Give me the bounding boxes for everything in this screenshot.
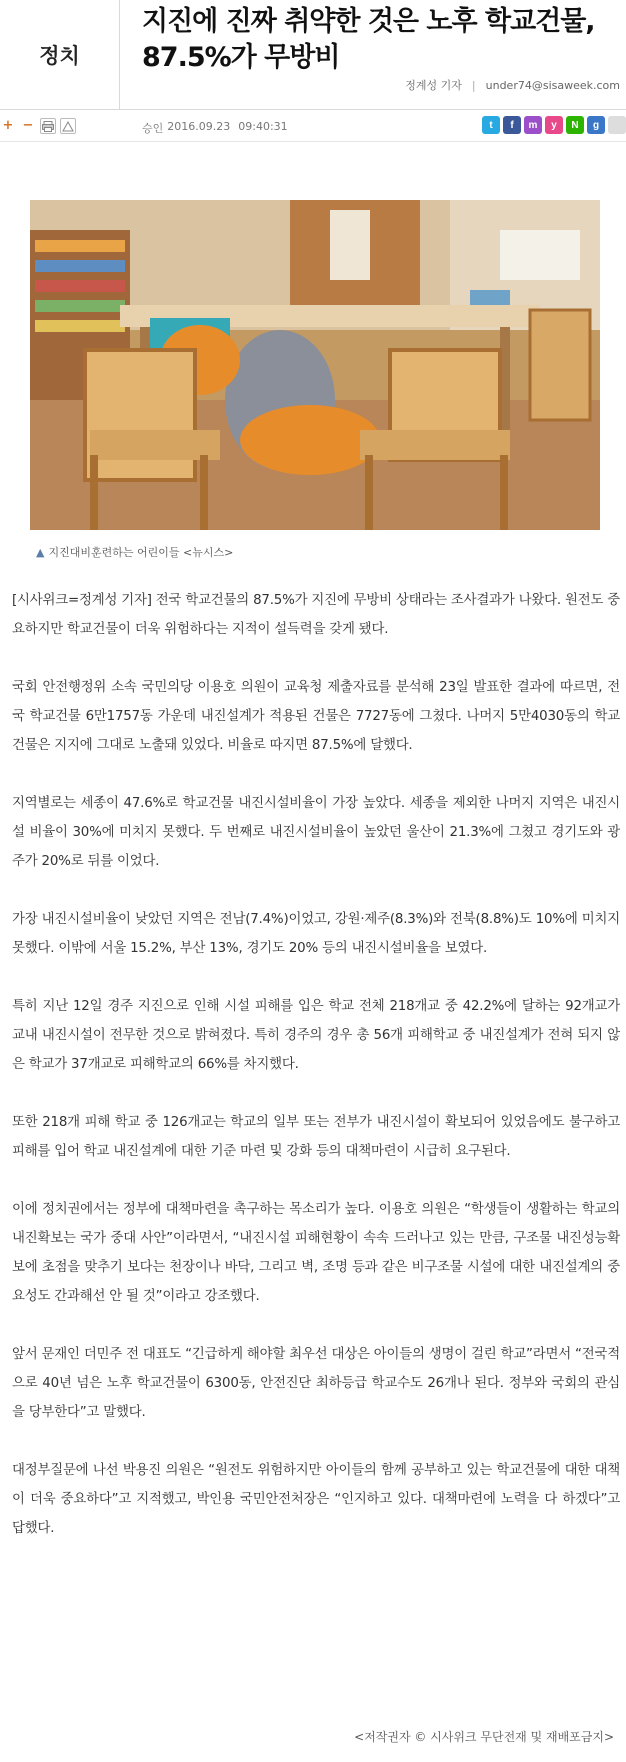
article-paragraph: 지역별로는 세종이 47.6%로 학교건물 내진시설비율이 가장 높았다. 세종을 제외한 나머지 지역은 내진시설 비율이 30%에 미치지 못했다. 두 번째로 내진시설비율이 높았던 울산이 21.3%에 그쳤고 경기도와 광주가 20%로 뒤를 이었다. [12, 796, 620, 869]
scrap-icon[interactable] [60, 118, 76, 134]
me2day-share-icon[interactable]: m [524, 116, 542, 134]
print-icon[interactable] [40, 118, 56, 134]
reporter-name: 정계성 기자 [405, 79, 462, 92]
article-paragraph: 앞서 문재인 더민주 전 대표도 “긴급하게 해야할 최우선 대상은 아이들의 생명이 걸린 학교”라면서 “전국적으로 40년 넘은 노후 학교건물이 6300동, 안전진단 최하등급 학교수도 26개나 된다. 정부와 국회의 관심을 당부한다”고 말했다. [12, 1347, 620, 1420]
caption-text: 지진대비훈련하는 어린이들 <뉴시스> [48, 546, 234, 559]
naver-share-icon[interactable]: N [566, 116, 584, 134]
article-title: 지진에 진짜 취약한 것은 노후 학교건물, 87.5%가 무방비 [142, 6, 595, 73]
byline-divider: | [471, 78, 476, 92]
facebook-share-icon[interactable]: f [503, 116, 521, 134]
text-tools [0, 118, 76, 134]
caption-triangle-icon: ▲ [36, 546, 45, 559]
font-increase-button[interactable]: + [2, 118, 14, 133]
article-toolbar [0, 110, 626, 142]
article-paragraph: [시사위크=정계성 기자] 전국 학교건물의 87.5%가 지진에 무방비 상태라는 조사결과가 나왔다. 원전도 중요하지만 학교건물이 더욱 위험하다는 지적이 설득력을 갖게 됐다. [12, 593, 620, 637]
article-photo [30, 200, 600, 530]
article-body [12, 586, 620, 1572]
byline [405, 77, 620, 93]
classroom-photo [30, 200, 600, 530]
publish-date [142, 120, 288, 136]
share-buttons [482, 116, 626, 134]
section-label[interactable]: 정치 [0, 0, 120, 110]
photo-caption [36, 544, 233, 560]
font-decrease-button[interactable]: − [22, 118, 34, 133]
approved-label: 승인 [142, 122, 164, 135]
reporter-email[interactable]: under74@sisaweek.com [485, 78, 620, 92]
time-value: 09:40:31 [238, 120, 288, 133]
date-value: 2016.09.23 [167, 120, 231, 133]
article-paragraph: 또한 218개 피해 학교 중 126개교는 학교의 일부 또는 전부가 내진시설이 확보되어 있었음에도 불구하고 피해를 입어 학교 내진설계에 대한 기준 마련 및 강화 등의 대책마련이 시급히 요구된다. [12, 1115, 620, 1159]
article-paragraph: 대정부질문에 나선 박용진 의원은 “원전도 위험하지만 아이들의 함께 공부하고 있는 학교건물에 대한 대책이 더욱 중요하다”고 지적했고, 박인용 국민안전처장은 “인지하고 있다. 대책마련에 노력을 다 하겠다”고 답했다. [12, 1463, 620, 1536]
article-header [0, 0, 626, 110]
yozm-share-icon[interactable]: y [545, 116, 563, 134]
google-share-icon[interactable]: g [587, 116, 605, 134]
copyright-notice: <저작권자 © 시사위크 무단전재 및 재배포금지> [354, 1730, 614, 1744]
article-paragraph: 특히 지난 12일 경주 지진으로 인해 시설 피해를 입은 학교 전체 218개교 중 42.2%에 달하는 92개교가 교내 내진시설이 전무한 것으로 밝혀졌다. 특히 경주의 경우 총 56개 피해학교 중 내진설계가 전혀 되지 않은 학교가 37개교로 피해학교의 66%를 차지했다. [12, 999, 620, 1072]
twitter-share-icon[interactable]: t [482, 116, 500, 134]
article-paragraph: 국회 안전행정위 소속 국민의당 이용호 의원이 교육청 제출자료를 분석해 23일 발표한 결과에 따르면, 전국 학교건물 6만1757동 가운데 내진설계가 적용된 건물은 7727동에 그쳤다. 나머지 5만4030동의 학교건물은 지지에 그대로 노출돼 있었다. 비율로 따지면 87.5%에 달했다. [12, 680, 620, 753]
article-paragraph: 가장 내진시설비율이 낮았던 지역은 전남(7.4%)이었고, 강원·제주(8.3%)와 전북(8.8%)도 10%에 미치지 못했다. 이밖에 서울 15.2%, 부산 13%, 경기도 20% 등의 내진시설비율을 보였다. [12, 912, 620, 956]
more-share-icon[interactable] [608, 116, 626, 134]
article-paragraph: 이에 정치권에서는 정부에 대책마련을 촉구하는 목소리가 높다. 이용호 의원은 “학생들이 생활하는 학교의 내진확보는 국가 중대 사안”이라면서, “내진시설 피해현황이 속속 드러나고 있는 만큼, 구조물 내진성능확보에 초점을 맞추기 보다는 천장이나 바닥, 그리고 벽, 조명 등과 같은 비구조물 시설에 대한 내진설계의 중요성도 간과해선 안 될 것”이라고 강조했다. [12, 1202, 620, 1304]
